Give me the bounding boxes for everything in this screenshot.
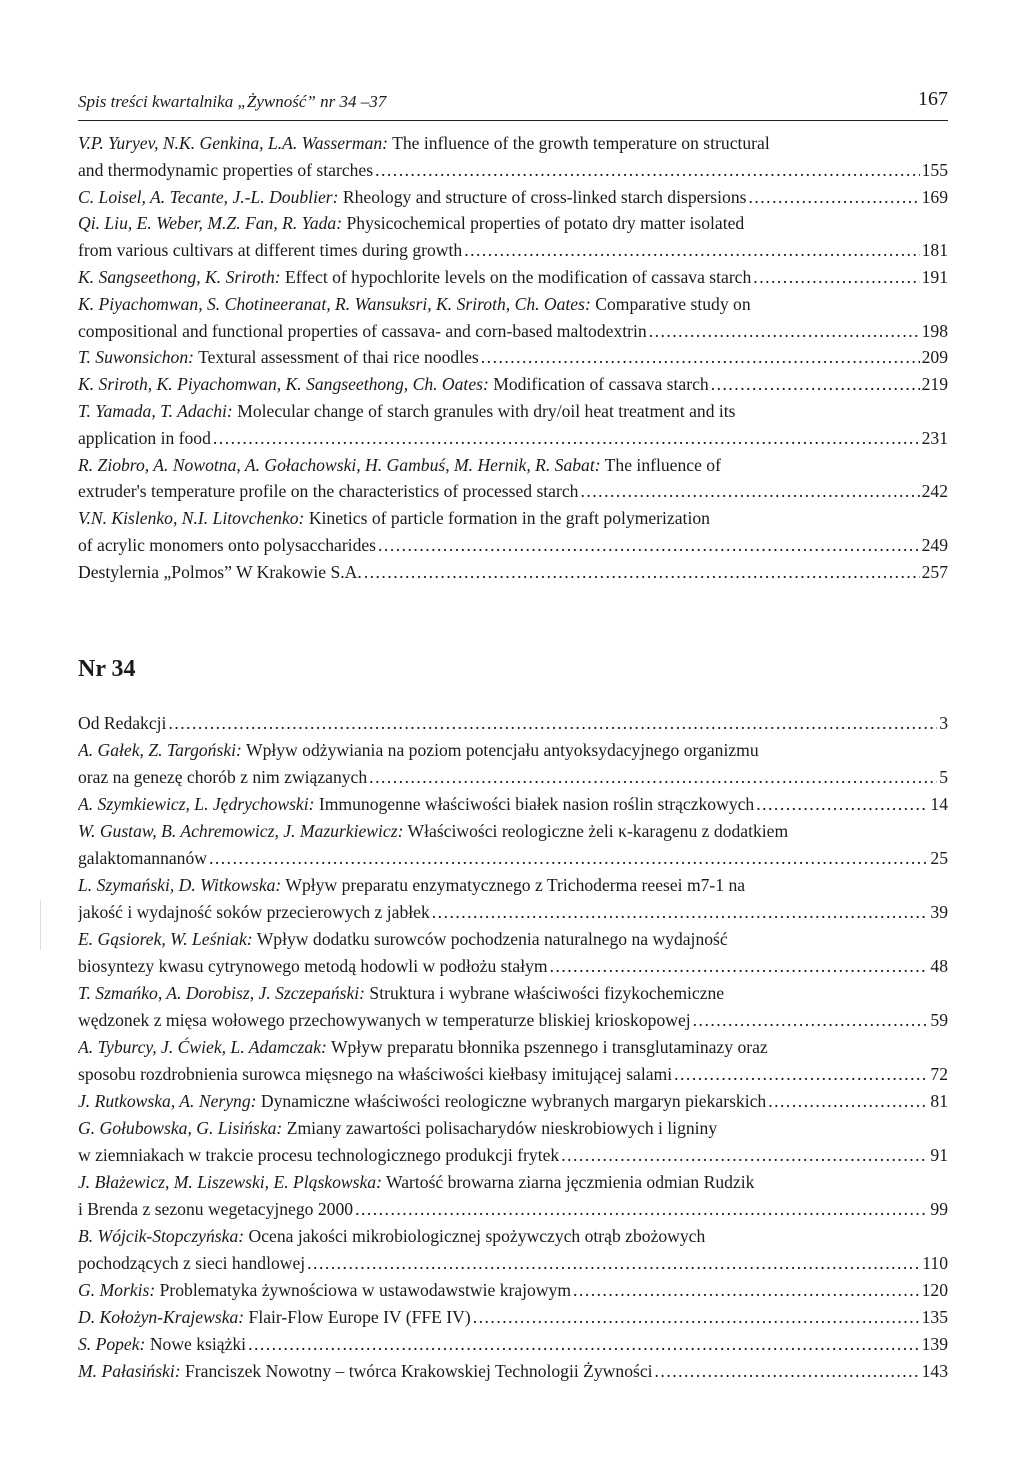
toc-line: [78, 264, 948, 291]
toc-line: [78, 371, 948, 398]
toc-title: from various cultivars at different times during growth: [78, 240, 463, 261]
toc-title: Wpływ odżywiania na poziom potencjału antyoksydacyjnego organizmu: [241, 740, 759, 760]
toc-entry-text: [78, 1007, 691, 1034]
toc-page-number: 25: [930, 848, 948, 868]
toc-title: galaktomannanów: [78, 848, 207, 868]
toc-entry-text: [78, 953, 548, 980]
toc-authors: D. Kołożyn-Krajewska:: [78, 1307, 245, 1327]
toc-entry-text: [78, 1331, 246, 1358]
toc-line: [78, 291, 948, 318]
toc-entry-text: [78, 532, 376, 559]
toc-title: The influence of: [600, 454, 721, 475]
toc-line: [78, 1169, 948, 1196]
toc-leader-dots: [691, 1007, 929, 1034]
toc-leader-dots: [471, 1304, 920, 1331]
toc-entry-text: [78, 1118, 717, 1138]
toc-continuation-list: [78, 130, 948, 586]
toc-entry-text: [78, 478, 578, 505]
toc-page-number: 231: [921, 427, 948, 448]
toc-title: pochodzących z sieci handlowej: [78, 1253, 306, 1273]
toc-line: [78, 130, 948, 157]
toc-leader-dots: [367, 764, 937, 791]
toc-authors: T. Suwonsichon:: [78, 347, 194, 368]
toc-leader-dots: [647, 318, 920, 345]
toc-title: Właściwości reologiczne żeli κ-karagenu z dodatkiem: [403, 821, 789, 841]
toc-authors: A. Gałek, Z. Targoński:: [78, 740, 242, 760]
toc-line: [78, 1358, 948, 1385]
toc-title: Ocena jakości mikrobiologicznej spożywczych otrąb zbożowych: [244, 1226, 706, 1246]
toc-leader-dots: [479, 344, 920, 371]
toc-line: [78, 532, 948, 559]
toc-authors: Qi. Liu, E. Weber, M.Z. Fan, R. Yada:: [78, 213, 343, 234]
toc-page-number: 169: [921, 186, 948, 207]
toc-entry-text: [78, 1358, 653, 1385]
toc-authors: G. Morkis:: [78, 1280, 156, 1300]
running-header: [78, 88, 948, 121]
page-number: 167: [918, 88, 948, 110]
toc-authors: K. Piyachomwan, S. Chotineeranat, R. Wansuksri, K. Sriroth, Ch. Oates:: [78, 293, 591, 314]
toc-page-number: 110: [922, 1253, 948, 1273]
toc-leader-dots: [571, 1277, 920, 1304]
toc-title: w ziemniakach w trakcie procesu technologicznego produkcji frytek: [78, 1145, 560, 1165]
toc-leader-dots: [746, 184, 919, 211]
toc-line: [78, 845, 948, 872]
toc-line: [78, 710, 948, 737]
toc-page-number: 14: [930, 794, 948, 814]
toc-line: [78, 1331, 948, 1358]
toc-line: [78, 452, 948, 479]
toc-page-number: 155: [921, 159, 948, 180]
toc-line: [78, 1061, 948, 1088]
toc-page-number: 72: [930, 1064, 948, 1084]
toc-leader-dots: [211, 425, 920, 452]
toc-title: Zmiany zawartości polisacharydów nieskrobiowych i ligniny: [282, 1118, 718, 1138]
toc-entry-text: [78, 1277, 571, 1304]
toc-title: Flair-Flow Europe IV (FFE IV): [244, 1307, 471, 1327]
toc-line: [78, 184, 948, 211]
toc-title: Rheology and structure of cross-linked starch dispersions: [338, 186, 747, 207]
toc-line: [78, 398, 948, 425]
toc-entry-text: [78, 184, 746, 211]
toc-page-number: 59: [930, 1010, 948, 1030]
toc-entry-text: [78, 157, 373, 184]
toc-entry-text: [78, 740, 759, 760]
toc-title: Struktura i wybrane właściwości fizykochemiczne: [365, 983, 725, 1003]
toc-line: [78, 737, 948, 764]
toc-title: application in food: [78, 427, 211, 448]
toc-authors: V.N. Kislenko, N.I. Litovchenko:: [78, 508, 305, 529]
toc-entry-text: [78, 213, 744, 233]
toc-title: Physicochemical properties of potato dry matter isolated: [342, 213, 745, 234]
toc-page-number: 120: [921, 1280, 948, 1300]
toc-entry-text: [78, 1172, 754, 1192]
toc-leader-dots: [362, 559, 920, 586]
journal-header-title: Spis treści kwartalnika „Żywność” nr 34 –37: [78, 92, 387, 111]
toc-page-number: 3: [939, 713, 948, 733]
toc-leader-dots: [709, 371, 920, 398]
toc-line: [78, 1088, 948, 1115]
toc-title: Kinetics of particle formation in the graft polymerization: [304, 508, 710, 529]
toc-title: Molecular change of starch granules with dry/oil heat treatment and its: [232, 400, 736, 421]
toc-title: extruder's temperature profile on the characteristics of processed starch: [78, 481, 579, 502]
toc-entry-text: [78, 899, 430, 926]
toc-line: [78, 1034, 948, 1061]
toc-authors: B. Wójcik-Stopczyńska:: [78, 1226, 245, 1246]
toc-line: [78, 1142, 948, 1169]
toc-entry-text: [78, 1037, 768, 1057]
toc-entry-text: [78, 264, 751, 291]
toc-entry-text: [78, 1088, 766, 1115]
toc-line: [78, 1250, 948, 1277]
toc-title: Destylernia „Polmos” W Krakowie S.A.: [78, 561, 362, 582]
toc-entry-text: [78, 1142, 559, 1169]
toc-line: [78, 210, 948, 237]
toc-title: Comparative study on: [590, 293, 751, 314]
toc-page-number: 209: [921, 347, 948, 368]
toc-line: [78, 953, 948, 980]
toc-title: i Brenda z sezonu wegetacyjnego 2000: [78, 1199, 354, 1219]
toc-line: [78, 899, 948, 926]
toc-leader-dots: [207, 845, 928, 872]
toc-entry-text: [78, 401, 736, 421]
toc-entry-text: [78, 821, 788, 841]
toc-line: [78, 344, 948, 371]
toc-line: [78, 980, 948, 1007]
toc-line: [78, 926, 948, 953]
toc-leader-dots: [751, 264, 919, 291]
toc-line: [78, 1304, 948, 1331]
toc-line: [78, 1115, 948, 1142]
toc-entry-text: [78, 344, 479, 371]
toc-line: [78, 237, 948, 264]
toc-leader-dots: [166, 710, 937, 737]
toc-title: Effect of hypochlorite levels on the modification of cassava starch: [280, 266, 752, 287]
toc-line: [78, 791, 948, 818]
toc-leader-dots: [766, 1088, 928, 1115]
toc-line: [78, 559, 948, 586]
toc-entry-text: [78, 237, 462, 264]
toc-issue-34-list: [78, 710, 948, 1385]
toc-line: [78, 872, 948, 899]
toc-line: [78, 1007, 948, 1034]
toc-entry-text: [78, 929, 728, 949]
toc-line: [78, 1223, 948, 1250]
toc-title: The influence of the growth temperature on structural: [388, 133, 770, 153]
toc-entry-text: [78, 318, 647, 345]
toc-entry-text: [78, 983, 724, 1003]
toc-page-number: 219: [921, 374, 948, 395]
toc-authors: K. Sriroth, K. Piyachomwan, K. Sangseethong, Ch. Oates:: [78, 374, 489, 395]
toc-title: Textural assessment of thai rice noodles: [194, 347, 479, 368]
toc-line: [78, 157, 948, 184]
toc-title: Modification of cassava starch: [488, 374, 709, 395]
toc-line: [78, 1196, 948, 1223]
toc-leader-dots: [548, 953, 929, 980]
toc-authors: S. Popek:: [78, 1334, 146, 1354]
toc-entry-text: [78, 764, 367, 791]
toc-title: of acrylic monomers onto polysaccharides: [78, 534, 377, 555]
toc-authors: L. Szymański, D. Witkowska:: [78, 875, 282, 895]
toc-authors: E. Gąsiorek, W. Leśniak:: [78, 929, 253, 949]
toc-authors: K. Sangseethong, K. Sriroth:: [78, 266, 281, 287]
toc-authors: A. Tyburcy, J. Ćwiek, L. Adamczak:: [78, 1037, 327, 1057]
toc-title: Nowe książki: [145, 1334, 247, 1354]
toc-title: Wartość browarna ziarna jęczmienia odmian Rudzik: [381, 1172, 755, 1192]
toc-page-number: 81: [930, 1091, 948, 1111]
toc-line: [78, 318, 948, 345]
toc-title: Dynamiczne właściwości reologiczne wybranych margaryn piekarskich: [256, 1091, 767, 1111]
toc-page-number: 143: [921, 1361, 948, 1381]
toc-entry-text: [78, 371, 709, 398]
toc-entry-text: [78, 1250, 305, 1277]
toc-entry-text: [78, 1226, 705, 1246]
toc-leader-dots: [376, 532, 920, 559]
toc-page-number: 135: [921, 1307, 948, 1327]
toc-title: sposobu rozdrobnienia surowca mięsnego na właściwości kiełbasy imitującej salami: [78, 1064, 673, 1084]
toc-entry-text: [78, 791, 754, 818]
toc-leader-dots: [754, 791, 928, 818]
toc-entry-text: [78, 710, 166, 737]
toc-line: [78, 425, 948, 452]
toc-page-number: 242: [921, 481, 948, 502]
toc-title: Immunogenne właściwości białek nasion roślin strączkowych: [314, 794, 755, 814]
toc-title: biosyntezy kwasu cytrynowego metodą hodowli w podłożu stałym: [78, 956, 548, 976]
toc-authors: J. Rutkowska, A. Neryng:: [78, 1091, 257, 1111]
toc-page-number: 191: [921, 266, 948, 287]
toc-leader-dots: [430, 899, 929, 926]
toc-entry-text: [78, 508, 710, 528]
toc-entry-text: [78, 559, 362, 586]
toc-line: [78, 478, 948, 505]
toc-leader-dots: [353, 1196, 928, 1223]
toc-authors: T. Yamada, T. Adachi:: [78, 400, 233, 421]
toc-authors: J. Błażewicz, M. Liszewski, E. Pląskowska:: [78, 1172, 382, 1192]
toc-authors: A. Szymkiewicz, L. Jędrychowski:: [78, 794, 315, 814]
toc-entry-text: [78, 133, 770, 153]
toc-authors: C. Loisel, A. Tecante, J.-L. Doublier:: [78, 186, 339, 207]
toc-entry-text: [78, 1061, 672, 1088]
toc-title: compositional and functional properties of cassava- and corn-based maltodextrin: [78, 320, 647, 341]
toc-entry-text: [78, 1196, 353, 1223]
toc-page-number: 91: [930, 1145, 948, 1165]
toc-title: Od Redakcji: [78, 713, 167, 733]
toc-line: [78, 1277, 948, 1304]
toc-entry-text: [78, 455, 721, 475]
toc-line: [78, 764, 948, 791]
toc-entry-text: [78, 875, 745, 895]
toc-page-number: 181: [921, 240, 948, 261]
toc-authors: V.P. Yuryev, N.K. Genkina, L.A. Wasserman:: [78, 133, 389, 153]
toc-page-number: 99: [930, 1199, 948, 1219]
toc-line: [78, 505, 948, 532]
toc-page-number: 48: [930, 956, 948, 976]
toc-leader-dots: [246, 1331, 920, 1358]
toc-title: oraz na genezę chorób z nim związanych: [78, 767, 368, 787]
toc-title: Wpływ preparatu enzymatycznego z Trichoderma reesei m7-1 na: [281, 875, 746, 895]
toc-leader-dots: [578, 478, 919, 505]
toc-leader-dots: [305, 1250, 920, 1277]
toc-leader-dots: [559, 1142, 928, 1169]
toc-leader-dots: [462, 237, 919, 264]
toc-page-number: 139: [921, 1334, 948, 1354]
toc-authors: W. Gustaw, B. Achremowicz, J. Mazurkiewicz:: [78, 821, 404, 841]
toc-entry-text: [78, 294, 751, 314]
toc-page-number: 5: [939, 767, 948, 787]
scan-artifact: [40, 900, 41, 950]
toc-entry-text: [78, 425, 211, 452]
toc-line: [78, 818, 948, 845]
toc-authors: M. Pałasiński:: [78, 1361, 181, 1381]
toc-title: and thermodynamic properties of starches: [78, 159, 374, 180]
toc-authors: R. Ziobro, A. Nowotna, A. Gołachowski, H. Gambuś, M. Hernik, R. Sabat:: [78, 454, 601, 475]
toc-title: Wpływ preparatu błonnika pszennego i transglutaminazy oraz: [326, 1037, 768, 1057]
toc-title: Wpływ dodatku surowców pochodzenia naturalnego na wydajność: [252, 929, 728, 949]
toc-authors: G. Gołubowska, G. Lisińska:: [78, 1118, 283, 1138]
toc-title: Franciszek Nowotny – twórca Krakowskiej Technologii Żywności: [180, 1361, 653, 1381]
toc-page-number: 39: [930, 902, 948, 922]
toc-title: Problematyka żywnościowa w ustawodawstwie krajowym: [155, 1280, 572, 1300]
toc-entry-text: [78, 1304, 471, 1331]
toc-title: jakość i wydajność soków przecierowych z jabłek: [78, 902, 430, 922]
section-heading: Nr 34: [78, 656, 136, 682]
toc-page-number: 198: [921, 320, 948, 341]
toc-leader-dots: [653, 1358, 920, 1385]
toc-leader-dots: [373, 157, 920, 184]
toc-page-number: 257: [921, 561, 948, 582]
toc-leader-dots: [672, 1061, 928, 1088]
toc-title: wędzonek z mięsa wołowego przechowywanych w temperaturze bliskiej krioskopowej: [78, 1010, 691, 1030]
toc-authors: T. Szmańko, A. Dorobisz, J. Szczepański:: [78, 983, 366, 1003]
toc-entry-text: [78, 845, 207, 872]
toc-page-number: 249: [921, 534, 948, 555]
